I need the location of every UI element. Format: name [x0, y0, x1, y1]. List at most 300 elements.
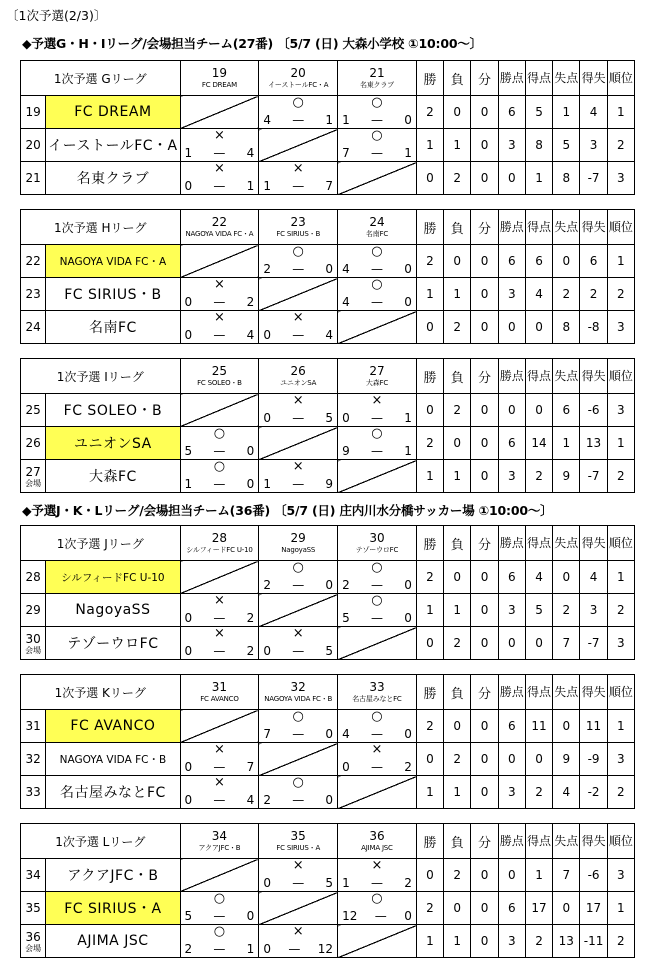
team-name-cell	[46, 311, 180, 344]
match-result-cell	[259, 394, 338, 427]
stat-value: 0	[507, 636, 516, 650]
score-against: 1	[325, 113, 334, 127]
score-dash: —	[370, 578, 383, 592]
result-mark: ×	[371, 742, 383, 757]
stat-header	[607, 824, 634, 859]
score-against: 2	[246, 611, 255, 625]
stat-cell	[498, 162, 525, 195]
stat-cell	[580, 925, 607, 958]
stat-value: 2	[562, 603, 571, 617]
team-number-cell	[21, 460, 46, 493]
stat-value: 1	[535, 868, 543, 882]
score-for: 2	[263, 262, 271, 276]
stat-value: -9	[587, 752, 600, 766]
opponent-number: 19	[211, 65, 228, 80]
stat-cell	[444, 394, 471, 427]
stat-value: 2	[426, 570, 434, 584]
stat-header	[580, 526, 607, 561]
stat-value: 0	[426, 320, 434, 334]
stat-header	[498, 359, 525, 394]
stat-value: 0	[426, 752, 434, 766]
score-dash: —	[370, 444, 383, 458]
match-result-cell	[180, 594, 259, 627]
stat-value: 1	[453, 138, 462, 152]
match-result-cell	[180, 162, 259, 195]
stat-cell	[607, 162, 634, 195]
stat-cell	[525, 278, 552, 311]
league-table	[20, 60, 635, 195]
stat-value: 4	[535, 570, 543, 584]
team-name-cell	[46, 776, 180, 809]
opponent-header	[259, 675, 338, 710]
stat-value: 0	[562, 719, 571, 733]
stat-cell	[553, 311, 580, 344]
self-match-cell	[338, 925, 417, 958]
team-name-cell	[46, 743, 180, 776]
team-number-cell	[21, 278, 46, 311]
score-for: 1	[342, 876, 350, 890]
team-number-cell	[21, 594, 46, 627]
result-mark: ×	[213, 775, 225, 790]
stat-cell	[580, 96, 607, 129]
stat-header-label: 分	[478, 537, 492, 553]
opponent-short-name: FC AVANCO	[200, 694, 239, 703]
venue-host-label: 会場	[25, 645, 42, 655]
stat-header-label: 勝点	[499, 834, 524, 848]
stat-value: 3	[617, 403, 625, 417]
stat-header-label: 負	[450, 686, 464, 702]
result-mark: ×	[213, 593, 225, 608]
stat-cell	[444, 710, 471, 743]
score-against: 0	[404, 578, 412, 592]
stat-value: 0	[480, 403, 489, 417]
match-result-cell	[180, 129, 259, 162]
result-mark: ×	[371, 858, 383, 873]
stat-value: 2	[426, 436, 434, 450]
stat-cell	[416, 394, 443, 427]
team-number: 34	[25, 868, 41, 882]
stat-cell	[580, 162, 607, 195]
stat-cell	[471, 776, 498, 809]
team-row	[21, 743, 635, 776]
team-number-cell	[21, 162, 46, 195]
opponent-number: 25	[211, 363, 228, 378]
stat-cell	[525, 129, 552, 162]
stat-value: 2	[426, 719, 434, 733]
stat-cell	[607, 892, 634, 925]
stat-cell	[471, 859, 498, 892]
stat-header-label: 分	[478, 835, 492, 851]
score-dash: —	[374, 909, 387, 923]
team-name-cell	[46, 594, 180, 627]
score-against: 2	[246, 644, 255, 658]
stat-cell	[580, 129, 607, 162]
opponent-short-name: ユニオンSA	[280, 378, 317, 387]
stat-header-label: 負	[450, 537, 464, 553]
score-for: 1	[263, 477, 271, 491]
score-dash: —	[292, 644, 305, 658]
stat-value: 6	[507, 901, 516, 915]
stat-value: 3	[617, 636, 625, 650]
stat-value: 1	[453, 603, 462, 617]
stat-value: 1	[562, 436, 571, 450]
stat-value: 4	[535, 287, 543, 301]
result-mark: ○	[213, 459, 226, 474]
score-dash: —	[213, 644, 226, 658]
stat-value: 0	[480, 436, 489, 450]
opponent-header	[338, 359, 417, 394]
stat-cell	[607, 96, 634, 129]
score-against: 0	[404, 113, 412, 127]
stat-value: 3	[589, 603, 598, 617]
opponent-short-name: 名南FC	[365, 229, 389, 238]
stat-header	[416, 675, 443, 710]
stat-header-label: 負	[450, 72, 464, 88]
score-for: 1	[184, 477, 193, 491]
stat-cell	[444, 129, 471, 162]
stat-header-label: 得失	[581, 685, 606, 699]
score-for: 12	[342, 909, 358, 923]
score-against: 4	[246, 146, 255, 160]
result-mark: ×	[292, 459, 304, 474]
score-against: 1	[246, 942, 255, 956]
stat-value: 0	[426, 636, 434, 650]
score-for: 5	[342, 611, 350, 625]
stat-cell	[525, 743, 552, 776]
score-for: 7	[263, 727, 271, 741]
opponent-number: 27	[369, 363, 385, 378]
stat-value: 1	[562, 105, 571, 119]
stat-header-label: 分	[478, 72, 492, 88]
self-match-cell	[180, 859, 259, 892]
opponent-header	[338, 824, 417, 859]
stat-header	[580, 61, 607, 96]
section-heading-ghi: ◆予選G・H・Iリーグ/会場担当チーム(27番) 〔5/7 (日) 大森小学校 ①10:00〜〕	[22, 36, 482, 51]
stat-header-label: 順位	[608, 685, 633, 699]
stat-value: -8	[587, 320, 600, 334]
stat-value: 2	[617, 934, 625, 948]
team-name-cell	[46, 427, 180, 460]
stat-header	[471, 526, 498, 561]
match-result-cell	[259, 162, 338, 195]
score-for: 4	[342, 262, 350, 276]
stat-cell	[471, 96, 498, 129]
team-number: 24	[25, 320, 41, 334]
score-against: 0	[325, 727, 334, 741]
stat-value: 2	[589, 287, 598, 301]
score-for: 5	[184, 909, 193, 923]
stat-value: 0	[480, 320, 489, 334]
stat-cell	[607, 427, 634, 460]
stat-header-label: 勝	[423, 72, 437, 88]
self-match-cell	[259, 594, 338, 627]
match-result-cell	[338, 859, 417, 892]
team-number: 27	[25, 464, 41, 479]
stat-cell	[498, 561, 525, 594]
team-number-cell	[21, 311, 46, 344]
opponent-header	[180, 210, 259, 245]
stat-cell	[416, 245, 443, 278]
team-number-cell	[21, 561, 46, 594]
stat-value: 1	[426, 603, 434, 617]
score-for: 1	[263, 179, 271, 193]
stat-header-label: 勝点	[499, 220, 524, 234]
opponent-header	[259, 210, 338, 245]
stat-header	[553, 61, 580, 96]
stat-cell	[416, 427, 443, 460]
stat-header	[498, 61, 525, 96]
stat-value: 2	[426, 254, 434, 268]
stat-value: 0	[453, 105, 462, 119]
stat-value: 6	[507, 570, 516, 584]
stat-header	[607, 526, 634, 561]
score-against: 0	[325, 793, 334, 807]
stat-cell	[525, 859, 552, 892]
result-mark: ○	[371, 709, 383, 724]
stat-cell	[580, 278, 607, 311]
stat-value: 2	[617, 469, 625, 483]
stat-header-label: 勝	[423, 686, 437, 702]
stat-cell	[580, 710, 607, 743]
stat-value: 2	[535, 469, 543, 483]
stat-cell	[471, 427, 498, 460]
self-match-cell	[338, 460, 417, 493]
stat-header-label: 順位	[608, 536, 633, 550]
opponent-short-name: 名古屋みなとFC	[352, 694, 402, 703]
opponent-short-name: FC DREAM	[201, 80, 237, 89]
result-mark: ○	[371, 426, 383, 441]
team-name-cell	[46, 627, 180, 660]
team-name: FC SIRIUS・B	[64, 287, 162, 303]
stat-value: 7	[562, 636, 571, 650]
result-mark: ○	[292, 560, 304, 575]
opponent-number: 32	[290, 679, 306, 694]
stat-cell	[553, 892, 580, 925]
page-header: 〔1次予選(2/3)〕	[6, 8, 107, 23]
self-match-cell	[259, 892, 338, 925]
team-number: 23	[25, 287, 41, 301]
stat-cell	[416, 129, 443, 162]
stat-header-label: 順位	[608, 220, 633, 234]
team-name: ユニオンSA	[74, 436, 152, 452]
team-name-cell	[46, 162, 180, 195]
stat-cell	[471, 892, 498, 925]
match-result-cell	[338, 710, 417, 743]
match-result-cell	[338, 96, 417, 129]
team-name: FC SOLEO・B	[63, 403, 163, 419]
team-name: イーストールFC・A	[48, 138, 178, 154]
opponent-number: 22	[211, 214, 228, 229]
stat-cell	[607, 710, 634, 743]
stat-value: 4	[589, 570, 598, 584]
stat-cell	[525, 162, 552, 195]
stat-header-label: 勝点	[499, 369, 524, 383]
stat-cell	[416, 925, 443, 958]
self-match-cell	[180, 561, 259, 594]
stat-header	[471, 210, 498, 245]
score-for: 4	[263, 113, 271, 127]
match-result-cell	[259, 561, 338, 594]
league-name: 1次予選 Hリーグ	[54, 220, 147, 235]
stat-cell	[580, 627, 607, 660]
stat-cell	[607, 561, 634, 594]
result-mark: ○	[292, 709, 304, 724]
stat-header-label: 失点	[554, 220, 579, 234]
team-row	[21, 394, 635, 427]
team-name-cell	[46, 129, 180, 162]
score-dash: —	[213, 444, 226, 458]
opponent-number: 34	[211, 828, 228, 843]
opponent-number: 35	[290, 828, 306, 843]
result-mark: ×	[371, 393, 383, 408]
stat-value: 0	[562, 254, 571, 268]
result-mark: ×	[213, 277, 225, 292]
stat-value: 1	[426, 287, 434, 301]
score-against: 4	[246, 793, 255, 807]
stat-header-label: 分	[478, 221, 492, 237]
score-against: 5	[325, 644, 334, 658]
stat-cell	[498, 460, 525, 493]
stat-cell	[471, 129, 498, 162]
match-result-cell	[180, 311, 259, 344]
stat-cell	[525, 627, 552, 660]
match-result-cell	[338, 594, 417, 627]
score-for: 0	[184, 644, 193, 658]
stat-value: -7	[587, 469, 600, 483]
score-for: 0	[263, 876, 271, 890]
opponent-header	[338, 675, 417, 710]
stat-cell	[580, 427, 607, 460]
score-dash: —	[288, 942, 301, 956]
team-number: 25	[25, 403, 41, 417]
opponent-short-name: NagoyaSS	[281, 545, 316, 554]
score-dash: —	[213, 942, 226, 956]
score-against: 2	[404, 876, 412, 890]
stat-header	[607, 675, 634, 710]
stat-cell	[444, 245, 471, 278]
stat-value: 1	[617, 719, 625, 733]
stat-header	[444, 210, 471, 245]
stat-value: 3	[507, 785, 516, 799]
stat-header	[471, 824, 498, 859]
team-name-cell	[46, 394, 180, 427]
match-result-cell	[338, 394, 417, 427]
opponent-number: 36	[369, 828, 385, 843]
result-mark: ×	[292, 858, 304, 873]
stat-cell	[444, 627, 471, 660]
match-result-cell	[180, 743, 259, 776]
stat-header	[580, 210, 607, 245]
stat-value: 9	[562, 469, 571, 483]
stat-value: 2	[617, 785, 625, 799]
score-dash: —	[370, 411, 383, 425]
stat-value: 0	[453, 719, 462, 733]
result-mark: ×	[213, 742, 225, 757]
stat-header-label: 勝	[423, 835, 437, 851]
stat-value: 6	[507, 719, 516, 733]
league-name: 1次予選 Iリーグ	[56, 369, 144, 384]
score-dash: —	[213, 760, 226, 774]
stat-value: 1	[617, 436, 625, 450]
match-result-cell	[338, 561, 417, 594]
match-result-cell	[259, 460, 338, 493]
team-name-cell	[46, 892, 180, 925]
team-name: アクアJFC・B	[67, 868, 159, 884]
team-name: FC SIRIUS・A	[64, 901, 162, 917]
team-name: FC AVANCO	[70, 718, 156, 734]
match-result-cell	[180, 427, 259, 460]
stat-value: 0	[480, 570, 489, 584]
stat-value: 14	[531, 436, 547, 450]
stat-cell	[580, 561, 607, 594]
stat-cell	[444, 278, 471, 311]
stat-value: 5	[535, 105, 543, 119]
stat-value: 0	[426, 868, 434, 882]
match-result-cell	[338, 129, 417, 162]
stat-cell	[607, 460, 634, 493]
stat-value: 0	[562, 901, 571, 915]
score-for: 0	[184, 760, 193, 774]
score-for: 0	[263, 411, 271, 425]
score-against: 0	[404, 295, 412, 309]
stat-value: 13	[585, 436, 602, 450]
stat-header	[580, 824, 607, 859]
stat-header	[553, 675, 580, 710]
score-dash: —	[213, 793, 226, 807]
stat-cell	[553, 394, 580, 427]
score-dash: —	[292, 727, 305, 741]
match-result-cell	[259, 311, 338, 344]
stat-header-label: 勝	[423, 537, 437, 553]
score-against: 0	[404, 727, 412, 741]
score-against: 0	[246, 477, 255, 491]
stat-cell	[498, 594, 525, 627]
match-result-cell	[338, 278, 417, 311]
stat-header-label: 得点	[527, 220, 552, 234]
team-name: AJIMA JSC	[77, 933, 149, 949]
team-row	[21, 311, 635, 344]
match-result-cell	[338, 427, 417, 460]
stat-value: 1	[426, 138, 434, 152]
score-for: 9	[342, 444, 350, 458]
result-mark: ○	[371, 593, 383, 608]
stat-value: 6	[589, 254, 598, 268]
score-dash: —	[370, 760, 383, 774]
score-dash: —	[370, 876, 383, 890]
stat-header	[416, 359, 443, 394]
score-for: 0	[263, 942, 271, 956]
stat-value: 1	[453, 785, 462, 799]
self-match-cell	[338, 311, 417, 344]
team-number: 33	[25, 785, 41, 799]
stat-value: 0	[535, 636, 543, 650]
stat-value: -7	[587, 636, 600, 650]
stat-cell	[444, 925, 471, 958]
stat-header	[416, 824, 443, 859]
opponent-short-name: FC SOLEO・B	[197, 378, 242, 387]
stat-cell	[444, 427, 471, 460]
stat-header-label: 失点	[554, 71, 579, 85]
score-dash: —	[370, 113, 383, 127]
match-result-cell	[259, 96, 338, 129]
score-against: 5	[325, 876, 334, 890]
stat-value: 2	[535, 785, 543, 799]
score-for: 0	[342, 760, 350, 774]
opponent-number: 29	[290, 530, 306, 545]
stat-value: 17	[531, 901, 547, 915]
score-for: 0	[184, 328, 193, 342]
stat-value: 0	[480, 171, 489, 185]
